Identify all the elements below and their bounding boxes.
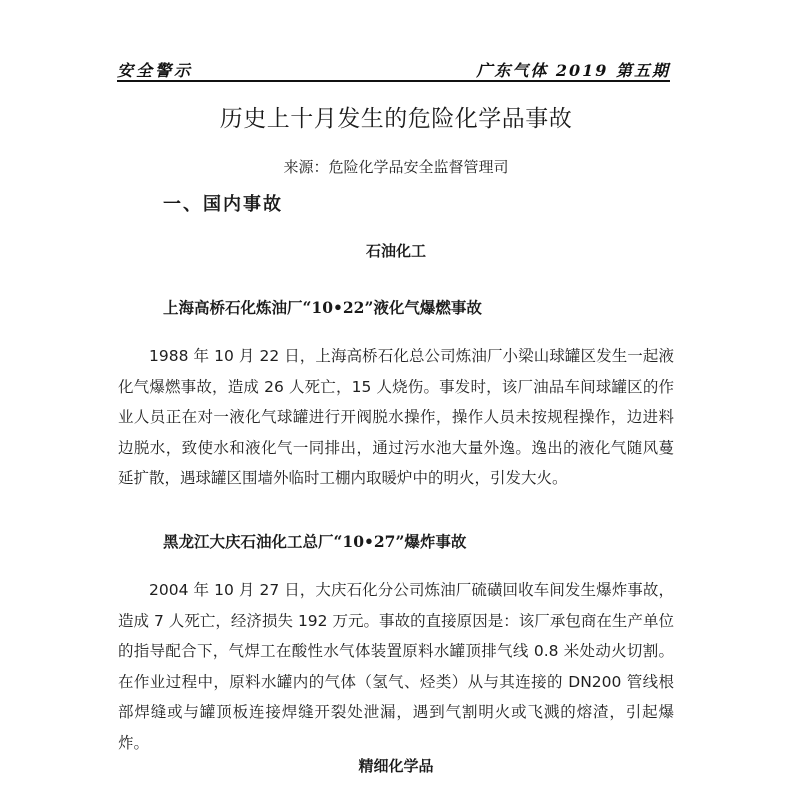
incident-title: 上海高桥石化炼油厂“10•22”液化气爆燃事故: [163, 298, 482, 317]
incident-body: 1988 年 10 月 22 日，上海高桥石化总公司炼油厂小梁山球罐区发生一起液化气爆燃事故，造成 26 人死亡，15 人烧伤。事发时，该厂油品车间球罐区的作业人员正在对一液化气球罐进行开阀脱水操作，操作人员未按规程操作，边进料边脱水，致使水和液化气一同排出，通过污水池大量外逸。逸出的液化气随风蔓延扩散，遇球罐区围墙外临时工棚内取暖炉中的明火，引发大火。: [118, 347, 674, 487]
header-publication-issue: 广东气体 2019 第五期: [476, 61, 670, 80]
page-header: [117, 56, 670, 82]
incident-body: 2004 年 10 月 27 日，大庆石化分公司炼油厂硫磺回收车间发生爆炸事故，造成 7 人死亡，经济损失 192 万元。事故的直接原因是：该厂承包商在生产单位的指导配合下，气焊工在酸性水气体装置原料水罐顶排气线 0.8 米处动火切割。在作业过程中，原料水罐内的气体（氢气、烃类）从与其连接的 DN200 管线根部焊缝或与罐顶板连接焊缝开裂处泄漏，遇到气割明火或飞溅的熔渣，引起爆炸。: [118, 581, 674, 752]
header-section-label: 安全警示: [117, 61, 194, 80]
category-heading-petrochemical: 石油化工: [365, 242, 426, 260]
document-title: 历史上十月发生的危险化学品事故: [219, 106, 573, 132]
incident-title: 黑龙江大庆石油化工总厂“10•27”爆炸事故: [163, 532, 467, 551]
category-heading-fine-chemicals: 精细化学品: [358, 757, 434, 775]
document-source: 来源：危险化学品安全监督管理司: [283, 158, 509, 176]
section-heading-domestic: 一、国内事故: [163, 194, 283, 215]
